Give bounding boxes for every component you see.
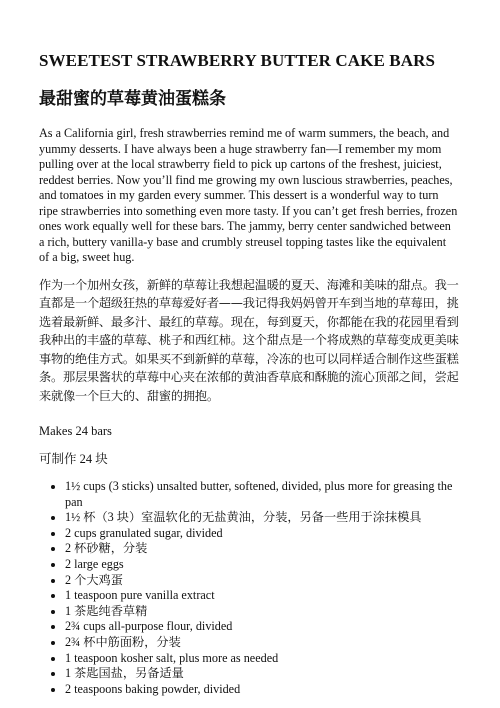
yield-english: Makes 24 bars — [39, 424, 112, 438]
recipe-page — [39, 50, 459, 697]
ingredient-item: • 2 large eggs — [65, 557, 459, 573]
ingredient-item: • 2 teaspoons baking powder, divided — [65, 682, 459, 698]
intro-paragraph-english: As a California girl, fresh strawberries remind me of warm summers, the beach, and yummy desserts. I have always been a huge strawberry fan—I remember my mom pulling over at the local strawberry field to pick up cartons of the freshest, juiciest, reddest berries. Now you’ll find me growing my own luscious strawberries, peaches, and tomatoes in my garden every summer. This dessert is a wonderful way to turn ripe strawberries into something even more tasty. If you can’t get fresh berries, frozen ones work equally well for these bars. The jammy, berry center sandwiched between a rich, buttery vanilla-y base and crumbly streusel topping tastes like the equivalent of a big, sweet hug. — [39, 126, 458, 264]
ingredient-item: • 1 茶匙国盐，另备适量 — [65, 666, 459, 682]
ingredient-item: • 2 杯砂糖，分装 — [65, 541, 459, 557]
intro-paragraph-chinese: 作为一个加州女孩，新鲜的草莓让我想起温暖的夏天、海滩和美味的甜点。我一直都是一个超级狂热的草莓爱好者——我记得我妈妈曾开车到当地的草莓田，挑选着最新鲜、最多汁、最红的草莓。现在，每到夏天，你都能在我的花园里看到我种出的丰盛的草莓、桃子和西红柿。这个甜点是一个将成熟的草莓变成更美味事物的绝佳方式。如果买不到新鲜的草莓，冷冻的也可以同样适合制作这些蛋糕条。那层果酱状的草莓中心夹在浓郁的黄油香草底和酥脆的流心顶部之间，尝起来就像一个巨大的、甜蜜的拥抱。 — [39, 277, 459, 403]
ingredient-item: • 1½ 杯（3 块）室温软化的无盐黄油，分装，另备一些用于涂抹模具 — [65, 510, 459, 526]
recipe-title-chinese: 最甜蜜的草莓黄油蛋糕条 — [39, 89, 226, 109]
ingredient-item: • 2¾ cups all-purpose flour, divided — [65, 619, 459, 635]
ingredient-item: • 2 cups granulated sugar, divided — [65, 526, 459, 542]
ingredient-item: • 2 个大鸡蛋 — [65, 573, 459, 589]
yield-chinese: 可制作 24 块 — [39, 452, 108, 466]
ingredient-item: • 2¾ 杯中筋面粉，分装 — [65, 635, 459, 651]
recipe-title-english: SWEETEST STRAWBERRY BUTTER CAKE BARS — [39, 51, 436, 70]
ingredient-item: • 1 teaspoon kosher salt, plus more as needed — [65, 651, 459, 667]
ingredient-item: • 1 teaspoon pure vanilla extract — [65, 588, 459, 604]
ingredient-item: • 1 茶匙纯香草精 — [65, 604, 459, 620]
ingredient-item: • 1½ cups (3 sticks) unsalted butter, softened, divided, plus more for greasing the pan — [65, 479, 459, 510]
ingredients-list — [39, 479, 459, 697]
